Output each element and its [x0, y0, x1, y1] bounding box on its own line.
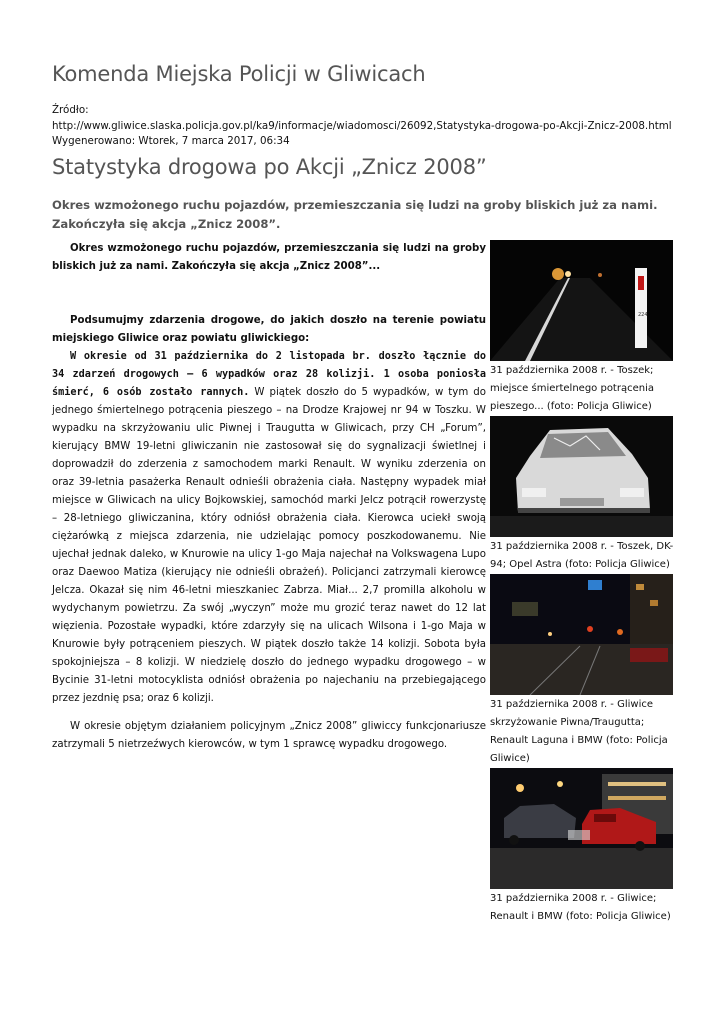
generated-date: Wygenerowano: Wtorek, 7 marca 2017, 06:34 [52, 135, 290, 147]
intersection-night-image [490, 574, 673, 695]
intro-paragraph: Okres wzmożonego ruchu pojazdów, przemieszczania się ludzi na groby bliskich już za nami. Zakończyła się akcja „Znicz 2008”... [52, 243, 486, 272]
closing-paragraph: W okresie objętym działaniem policyjnym „Znicz 2008” gliwiccy funkcjonariusze zatrzymali 5 nietrzeźwych kierowców, w tym 1 sprawcę wypadku drogowego. [52, 721, 486, 750]
stats-bold-text: W okresie od 31 października do 2 listopada br. doszło łącznie do 34 zdarzeń drogowych – 6 wypadków oraz 28 kolizji. 1 osoba poniosła śmierć, 6 osób zostało rannych. [52, 351, 486, 398]
summary-paragraph: Podsumujmy zdarzenia drogowe, do jakich doszło na terenie powiatu miejskiego Gliwice oraz powiatu gliwickiego: [52, 315, 486, 344]
damaged-car-image [490, 416, 673, 537]
svg-text:224: 224 [638, 312, 648, 318]
source-label: Źródło: [52, 104, 89, 116]
photo-caption-2: 31 października 2008 r. - Toszek, DK-94; Opel Astra (foto: Policja Gliwice) [490, 541, 674, 570]
photo-renault-bmw[interactable] [490, 768, 673, 889]
photo-toszek-road[interactable] [490, 240, 673, 361]
stats-paragraph [52, 348, 486, 708]
photo-caption-3: 31 października 2008 r. - Gliwice skrzyżowanie Piwna/Traugutta; Renault Laguna i BMW (foto: Policja Gliwice) [490, 699, 668, 764]
article-title: Statystyka drogowa po Akcji „Znicz 2008” [52, 155, 487, 179]
photo-intersection[interactable] [490, 574, 673, 695]
photo-caption-1: 31 października 2008 r. - Toszek; miejsce śmiertelnego potrącenia pieszego... (foto: Policja Gliwice) [490, 365, 654, 412]
photo-caption-4: 31 października 2008 r. - Gliwice; Renault i BMW (foto: Policja Gliwice) [490, 893, 671, 922]
site-title: Komenda Miejska Policji w Gliwicach [52, 62, 426, 86]
article-lead: Okres wzmożonego ruchu pojazdów, przemieszczania się ludzi na groby bliskich już za nami. Zakończyła się akcja „Znicz 2008”. [52, 198, 658, 231]
details-text: W piątek doszło do 5 wypadków, w tym do jednego śmiertelnego potrącenia pieszego – na Drodze Krajowej nr 94 w Toszku. W wypadku na skrzyżowaniu ulic Piwnej i Traugutta w Gliwicach, przy CH „Forum”, kierujący BMW 19-letni gliwiczanin nie zastosował się do sygnalizacji świetlnej i doprowadził do zderzenia z samochodem marki Renault. W wyniku zderzenia on oraz 39-letnia pasażerka Renault odnieśli obrażenia ciała. Następny wypadek miał miejsce w Gliwicach na ulicy Bojkowskiej, samochód marki Jelcz potrącił rowerzystę – 28-letniego gliwiczanina, który odniósł obrażenia ciała. Kierowca uciekł swoją ciężarówką z miejsca zdarzenia, nie udzielając pomocy poszkodowanemu. Nie ujechał jednak daleko, w Knurowie na ulicy 1-go Maja najechał na Volkswagena Lupo oraz Daewoo Matiza (kierujący nie odnieśli obrażeń). Policjanci zatrzymali kierowcę Jelcza. Okazał się nim 46-letni mieszkaniec Zabrza. Miał... 2,7 promilla alkoholu w wydychanym powietrzu. Za swój „wyczyn” może mu grozić teraz nawet do 12 lat więzienia. Pozostałe wypadki, które zdarzyły się na ulicach Wilsona i 1-go Maja w Knurowie były potrąceniem pieszych. W piątek doszło także 14 kolizji. Sobota była spokojniejsza – 8 kolizji. W niedzielę doszło do jednego wypadku drogowego – w Bycinie 31-letni motocyklista odniósł obrażenia po najechaniu na przebiegającego przez jezdnię psa; oraz 6 kolizji. [52, 387, 486, 704]
road-night-image [490, 240, 673, 361]
source-meta [52, 103, 692, 150]
article-body [52, 240, 486, 754]
photo-column [490, 240, 674, 926]
crashed-cars-image [490, 768, 673, 889]
source-url[interactable]: http://www.gliwice.slaska.policja.gov.pl/ka9/informacje/wiadomosci/26092,Statystyka-drogowa-po-Akcji-Znicz-2008.html [52, 119, 672, 132]
photo-opel-astra[interactable] [490, 416, 673, 537]
